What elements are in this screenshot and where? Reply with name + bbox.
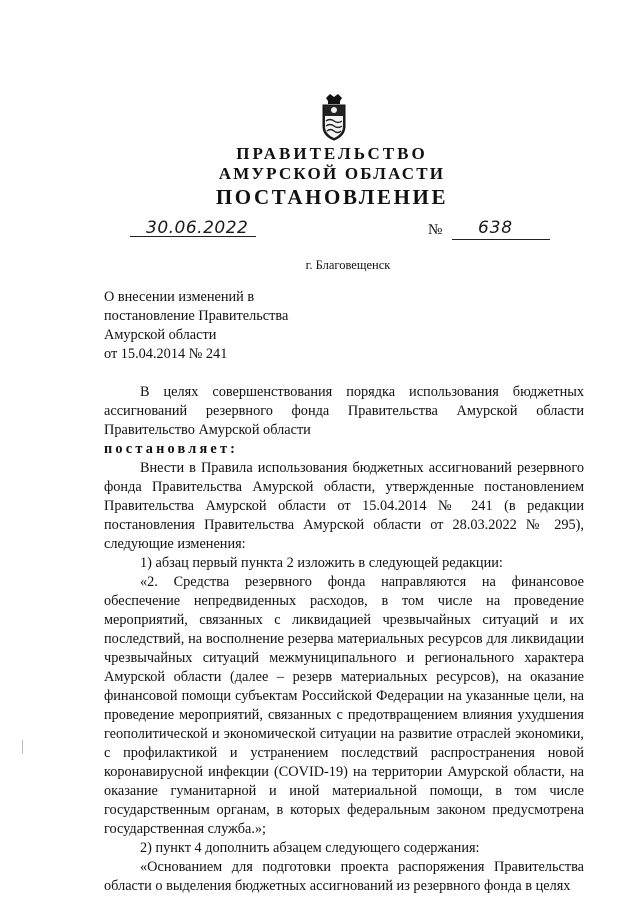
government-name-line2: АМУРСКОЙ ОБЛАСТИ xyxy=(218,164,446,183)
body-paragraph: 2) пункт 4 дополнить абзацем следующего содержания: xyxy=(140,840,480,856)
coat-of-arms-icon xyxy=(321,92,347,142)
handwritten-date: 30.06.2022 xyxy=(146,218,249,238)
subject-line: постановление Правительства xyxy=(104,308,289,324)
body-paragraph: Внести в Правила использования бюджетных ассигнований резервного фонда Правительства Амурской области, утвержденные постановлением Правительства Амурской области от 15.04.2014 № 241 (в редакции постановления Правительства Амурской области от 28.03.2022 № 295), следующие изменения: xyxy=(104,460,584,552)
number-underline xyxy=(452,239,550,240)
number-sign: № xyxy=(428,222,443,238)
body-paragraph: «2. Средства резервного фонда направляются на финансовое обеспечение непредвиденных расходов, в том числе на проведение мероприятий, связанных с ликвидацией чрезвычайных ситуаций и их последствий, на восполнение резерва материальных ресурсов для ликвидации чрезвычайных ситуаций межмуниципального и регионального характера Амурской области (далее – резерв материальных ресурсов), на оказание финансовой помощи субъектам Российской Федерации на указанные цели, на проведение мероприятий, связанных с предотвращением влияния ухудшения геополитической и экономической ситуации на развитие отраслей экономики, с профилактикой и устранением последствий распространения новой коронавирусной инфекции (COVID-19) на территории Амурской области, на оказание гуманитарной и иной материальной помощи, в том числе государственным органам, в которых федеральным законом предусмотрена государственная служба.»; xyxy=(104,574,584,837)
document-body xyxy=(104,383,584,896)
subject-line: Амурской области xyxy=(104,327,217,343)
scan-margin-mark xyxy=(22,740,23,754)
subject-line: О внесении изменений в xyxy=(104,289,255,305)
subject-line: от 15.04.2014 № 241 xyxy=(104,346,228,362)
body-paragraph: 1) абзац первый пункта 2 изложить в следующей редакции: xyxy=(140,555,503,571)
intro-paragraph: В целях совершенствования порядка использования бюджетных ассигнований резервного фонда Правительства Амурской области Правительство Амурской области xyxy=(104,384,584,438)
date-underline xyxy=(130,236,256,237)
decree-word: постановляет: xyxy=(104,441,239,457)
government-name-line1: ПРАВИТЕЛЬСТВО xyxy=(236,144,428,163)
handwritten-number: 638 xyxy=(478,218,513,238)
subject-block xyxy=(104,288,288,364)
city-label: г. Благовещенск xyxy=(305,258,391,272)
document-type-title: ПОСТАНОВЛЕНИЕ xyxy=(215,185,449,209)
body-paragraph: «Основанием для подготовки проекта распоряжения Правительства области о выделения бюджетных ассигнований из резервного фонда в целях xyxy=(104,859,584,894)
